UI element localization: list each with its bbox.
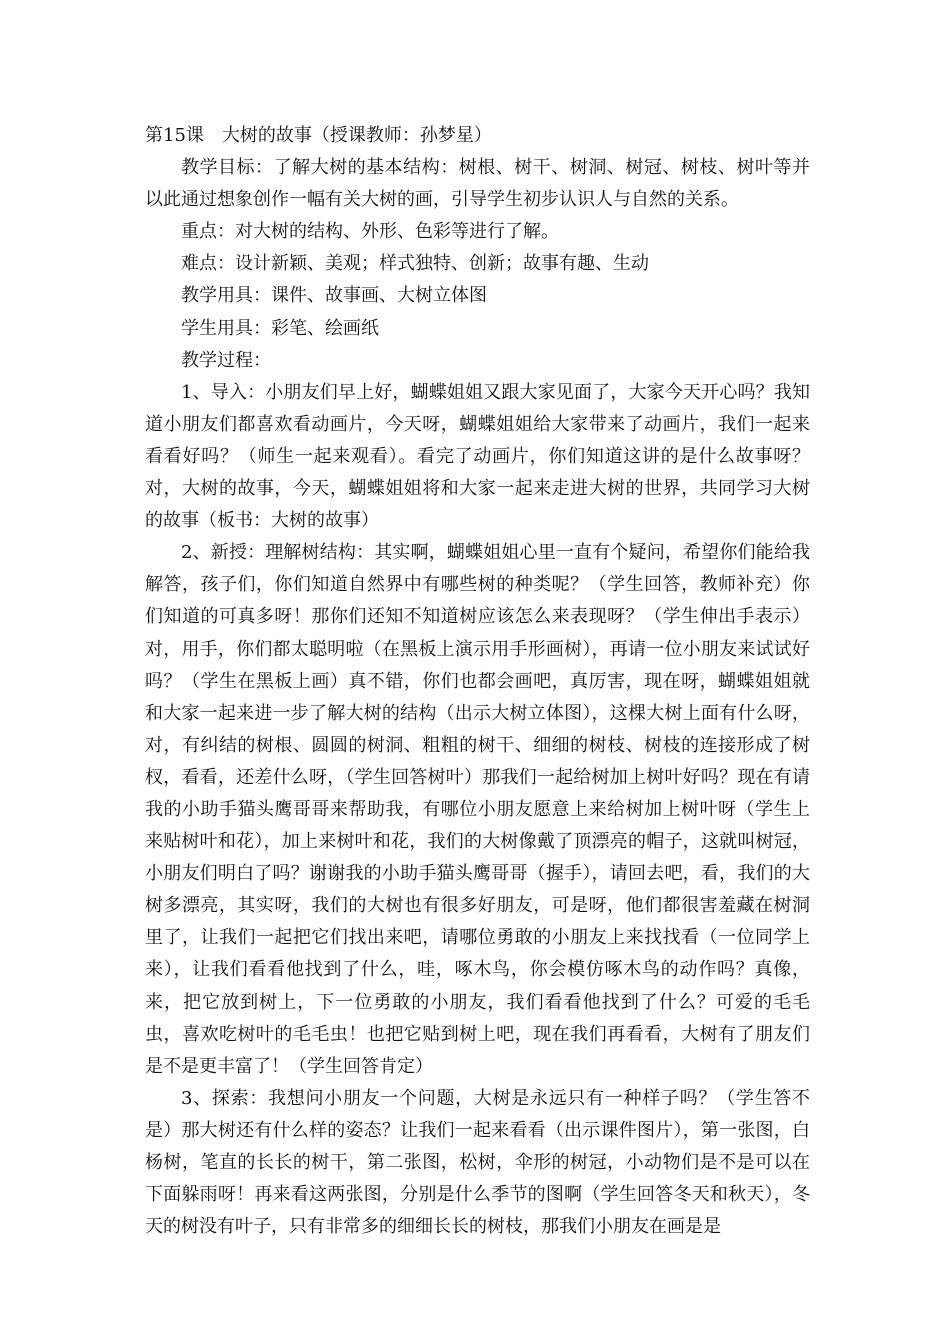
process-heading: 教学过程： <box>181 349 271 371</box>
student-tools: 学生用具：彩笔、绘画纸 <box>181 317 379 339</box>
step-new-lesson: 2、新授：理解树结构：其实啊，蝴蝶姐姐心里一直有个疑问，希望你们能给我解答，孩子们，你们知道自然界中有哪些树的种类呢？（学生回答，教师补充）你们知道的可真多呀！那你们还知不知道树应该怎么来表现呀？（学生伸出手表示）对，用手，你们都太聪明啦（在黑板上演示用手形画树），再请一位小朋友来试试好吗？（学生在黑板上画）真不错，你们也都会画吧，真厉害，现在呀，蝴蝶姐姐就和大家一起来进一步了解大树的结构（出示大树立体图），这棵大树上面有什么呀，对，有纠结的树根、圆圆的树洞、粗粗的树干、细细的树枝、树枝的连接形成了树杈，看看，还差什么呀，（学生回答树叶）那我们一起给树加上树叶好吗？现在有请我的小助手猫头鹰哥哥来帮助我，有哪位小朋友愿意上来给树加上树叶呀（学生上来贴树叶和花），加上来树叶和花，我们的大树像戴了顶漂亮的帽子，这就叫树冠，小朋友们明白了吗？谢谢我的小助手猫头鹰哥哥（握手），请回去吧，看，我们的大树多漂亮，其实呀，我们的大树也有很多好朋友，可是呀，他们都很害羞藏在树洞里了，让我们一起把它们找出来吧，请哪位勇敢的小朋友上来找找看（一位同学上来），让我们看看他找到了什么，哇，啄木鸟，你会模仿啄木鸟的动作吗？真像，来，把它放到树上，下一位勇敢的小朋友，我们看看他找到了什么？可爱的毛毛虫，喜欢吃树叶的毛毛虫！也把它贴到树上吧，现在我们再看看，大树有了朋友们是不是更丰富了！（学生回答肯定） <box>145 542 810 1077</box>
lesson-title: 第15课 大树的故事（授课教师：孙梦星） <box>145 125 492 146</box>
teaching-objective: 教学目标：了解大树的基本结构：树根、树干、树洞、树冠、树枝、树叶等并以此通过想象创作一幅有关大树的画，引导学生初步认识人与自然的关系。 <box>145 157 810 211</box>
document-body <box>145 120 810 1243</box>
teaching-tools: 教学用具：课件、故事画、大树立体图 <box>181 285 487 307</box>
key-point: 重点：对大树的结构、外形、色彩等进行了解。 <box>181 221 559 243</box>
difficulty: 难点：设计新颖、美观；样式独特、创新；故事有趣、生动 <box>181 253 649 275</box>
step-exploration: 3、探索：我想问小朋友一个问题，大树是永远只有一种样子吗？（学生答不是）那大树还有什么样的姿态？让我们一起来看看（出示课件图片），第一张图，白杨树，笔直的长长的树干，第二张图，松树，伞形的树冠，小动物们是不是可以在下面躲雨呀！再来看这两张图，分别是什么季节的图啊（学生回答冬天和秋天），冬天的树没有叶子，只有非常多的细细长长的树枝，那我们小朋友在画是是 <box>145 1087 810 1238</box>
step-introduction: 1、导入：小朋友们早上好，蝴蝶姐姐又跟大家见面了，大家今天开心吗？我知道小朋友们都喜欢看动画片，今天呀，蝴蝶姐姐给大家带来了动画片，我们一起来看看好吗？（师生一起来观看）。看完了动画片，你们知道这讲的是什么故事呀？对，大树的故事，今天，蝴蝶姐姐将和大家一起来走进大树的世界，共同学习大树的故事（板书：大树的故事） <box>145 381 810 532</box>
